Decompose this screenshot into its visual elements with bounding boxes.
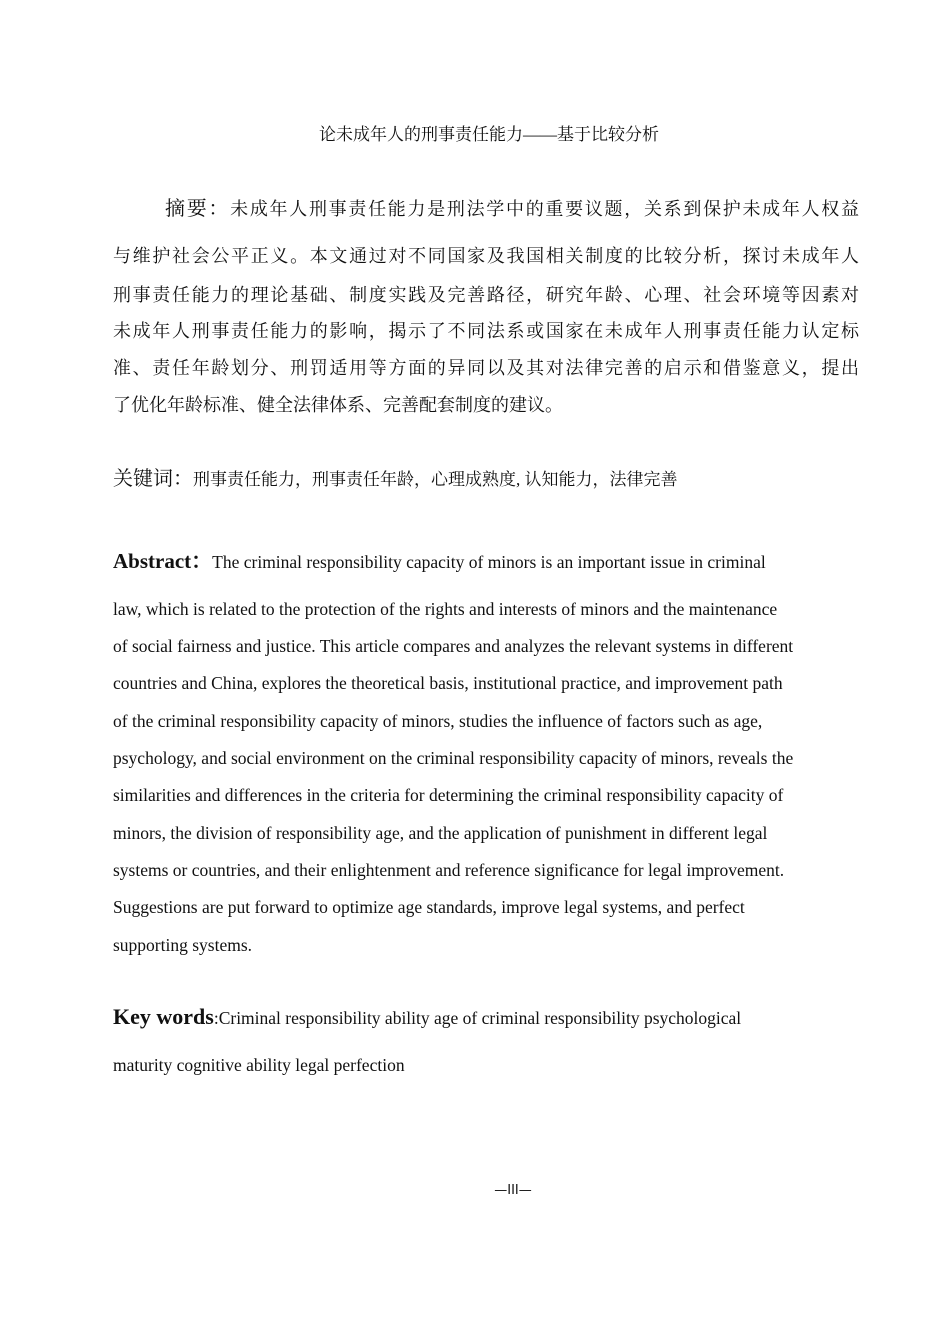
- abstract-cn-label: 摘要：: [165, 196, 231, 220]
- keywords-en-line: maturity cognitive ability legal perfection: [113, 1055, 405, 1075]
- abstract-cn-line: 了优化年龄标准、健全法律体系、完善配套制度的建议。: [113, 395, 563, 415]
- abstract-en-line: systems or countries, and their enlightenment and reference significance for legal improvement.: [113, 860, 785, 880]
- keywords-en-label: Key words: [113, 1004, 214, 1029]
- keywords-cn: [113, 468, 859, 488]
- abstract-en-line: psychology, and social environment on the criminal responsibility capacity of minors, reveals the: [113, 748, 794, 768]
- keywords-en-line: [113, 1006, 859, 1028]
- abstract-en-line: supporting systems.: [113, 935, 253, 955]
- abstract-en-line: of the criminal responsibility capacity of minors, studies the influence of factors such as age,: [113, 711, 763, 731]
- abstract-cn-line: [165, 198, 859, 218]
- abstract-en-line: similarities and differences in the criteria for determining the criminal responsibility capacity of: [113, 785, 784, 805]
- document-title: 论未成年人的刑事责任能力——基于比较分析: [319, 125, 659, 144]
- abstract-cn-line: 与维护社会公平正义。本文通过对不同国家及我国相关制度的比较分析，探讨未成年人: [113, 246, 859, 266]
- page-number: —III—: [494, 1183, 532, 1198]
- abstract-en-text: The criminal responsibility capacity of minors is an important issue in criminal: [212, 552, 766, 572]
- abstract-en-line: [113, 551, 859, 572]
- keywords-en-text: :Criminal responsibility ability age of criminal responsibility psychological: [213, 1008, 742, 1028]
- keywords-cn-text: 刑事责任能力，刑事责任年龄，心理成熟度, 认知能力，法律完善: [193, 470, 678, 489]
- abstract-cn-line: 未成年人刑事责任能力的影响，揭示了不同法系或国家在未成年人刑事责任能力认定标: [113, 321, 859, 341]
- abstract-en-line: countries and China, explores the theoretical basis, institutional practice, and improvement path: [113, 673, 783, 693]
- abstract-cn-text: 未成年人刑事责任能力是刑法学中的重要议题，关系到保护未成年人权益: [230, 199, 860, 219]
- abstract-cn-line: 准、责任年龄划分、刑罚适用等方面的异同以及其对法律完善的启示和借鉴意义，提出: [113, 358, 859, 378]
- abstract-en-line: law, which is related to the protection of the rights and interests of minors and the maintenance: [113, 599, 778, 619]
- abstract-en-line: of social fairness and justice. This article compares and analyzes the relevant systems in different: [113, 636, 794, 656]
- abstract-en-line: minors, the division of responsibility age, and the application of punishment in different legal: [113, 823, 768, 843]
- keywords-cn-label: 关键词：: [113, 466, 193, 490]
- abstract-cn-line: 刑事责任能力的理论基础、制度实践及完善路径，研究年龄、心理、社会环境等因素对: [113, 285, 859, 305]
- abstract-en-line: Suggestions are put forward to optimize age standards, improve legal systems, and perfect: [113, 897, 745, 917]
- abstract-en-label: Abstract：: [113, 549, 213, 573]
